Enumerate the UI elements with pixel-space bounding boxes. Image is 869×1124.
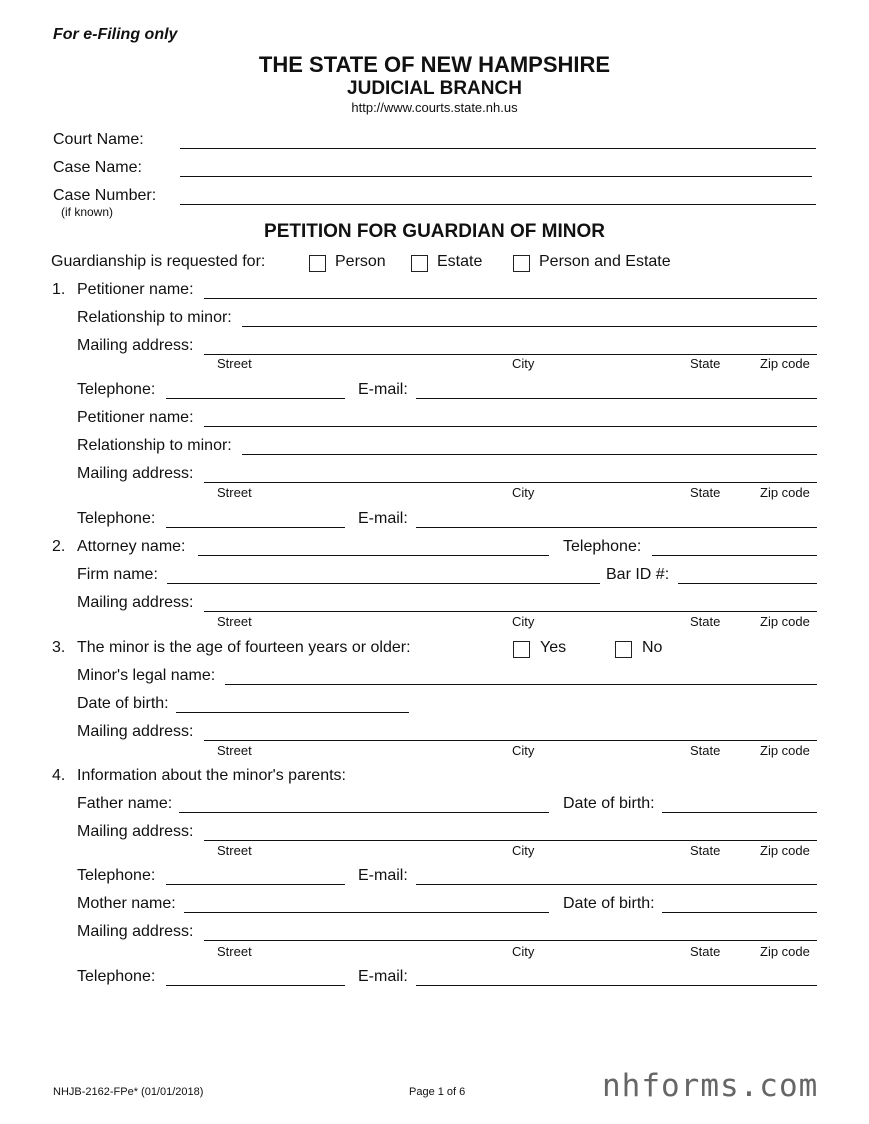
court-name-field[interactable] (180, 148, 816, 149)
petitioner1-telephone-field[interactable] (166, 398, 345, 399)
case-name-label: Case Name: (53, 159, 142, 176)
attorney-telephone-label: Telephone: (563, 538, 642, 555)
father-telephone-field[interactable] (166, 884, 345, 885)
attorney-mailing-field[interactable] (204, 611, 817, 612)
street-caption: Street (217, 485, 252, 500)
father-mailing-label: Mailing address: (77, 823, 194, 840)
zip-caption: Zip code (760, 356, 810, 371)
petitioner2-relationship-field[interactable] (242, 454, 817, 455)
father-email-field[interactable] (416, 884, 817, 885)
section-4-number: 4. (52, 767, 66, 784)
watermark-logo: nhforms.com (602, 1068, 819, 1104)
branch-title: JUDICIAL BRANCH (347, 78, 522, 99)
petitioner1-name-label: Petitioner name: (77, 281, 194, 298)
attorney-name-field[interactable] (198, 555, 549, 556)
father-email-label: E-mail: (358, 867, 408, 884)
case-number-label: Case Number: (53, 187, 157, 204)
mother-name-field[interactable] (184, 912, 549, 913)
section-2-number: 2. (52, 538, 66, 555)
father-name-label: Father name: (77, 795, 173, 812)
mother-email-field[interactable] (416, 985, 817, 986)
attorney-name-label: Attorney name: (77, 538, 186, 555)
petitioner1-name-field[interactable] (204, 298, 817, 299)
zip-caption: Zip code (760, 944, 810, 959)
bar-id-field[interactable] (678, 583, 817, 584)
section-1-number: 1. (52, 281, 66, 298)
attorney-mailing-label: Mailing address: (77, 594, 194, 611)
petitioner2-telephone-label: Telephone: (77, 510, 156, 527)
mother-telephone-label: Telephone: (77, 968, 156, 985)
petitioner2-mailing-field[interactable] (204, 482, 817, 483)
age-yes-checkbox[interactable] (513, 641, 530, 658)
firm-name-field[interactable] (167, 583, 600, 584)
person-checkbox[interactable] (309, 255, 326, 272)
petitioner1-email-label: E-mail: (358, 381, 408, 398)
petitioner1-mailing-label: Mailing address: (77, 337, 194, 354)
person-option: Person (335, 253, 386, 270)
person-and-estate-checkbox[interactable] (513, 255, 530, 272)
minor-dob-label: Date of birth: (77, 695, 169, 712)
petition-title: PETITION FOR GUARDIAN OF MINOR (264, 221, 605, 242)
petitioner2-name-label: Petitioner name: (77, 409, 194, 426)
zip-caption: Zip code (760, 843, 810, 858)
petitioner1-email-field[interactable] (416, 398, 817, 399)
form-id: NHJB-2162-FPe* (01/01/2018) (53, 1086, 204, 1098)
mother-mailing-field[interactable] (204, 940, 817, 941)
father-dob-label: Date of birth: (563, 795, 655, 812)
state-caption: State (690, 944, 721, 959)
father-name-field[interactable] (179, 812, 549, 813)
attorney-telephone-field[interactable] (652, 555, 817, 556)
city-caption: City (512, 356, 535, 371)
guardianship-label: Guardianship is requested for: (51, 253, 266, 270)
father-telephone-label: Telephone: (77, 867, 156, 884)
petitioner1-relationship-label: Relationship to minor: (77, 309, 232, 326)
city-caption: City (512, 614, 535, 629)
bar-id-label: Bar ID #: (606, 566, 670, 583)
state-caption: State (690, 356, 721, 371)
zip-caption: Zip code (760, 614, 810, 629)
city-caption: City (512, 843, 535, 858)
age-yes-option: Yes (540, 639, 567, 656)
minor-age-question: The minor is the age of fourteen years or older: (77, 639, 411, 656)
petitioner2-name-field[interactable] (204, 426, 817, 427)
age-no-option: No (642, 639, 663, 656)
mother-dob-label: Date of birth: (563, 895, 655, 912)
father-dob-field[interactable] (662, 812, 817, 813)
mother-telephone-field[interactable] (166, 985, 345, 986)
zip-caption: Zip code (760, 485, 810, 500)
age-no-checkbox[interactable] (615, 641, 632, 658)
court-url[interactable]: http://www.courts.state.nh.us (351, 100, 518, 115)
petitioner2-relationship-label: Relationship to minor: (77, 437, 232, 454)
zip-caption: Zip code (760, 743, 810, 758)
petitioner2-telephone-field[interactable] (166, 527, 345, 528)
minor-legal-name-field[interactable] (225, 684, 817, 685)
mother-mailing-label: Mailing address: (77, 923, 194, 940)
parents-info-label: Information about the minor's parents: (77, 767, 346, 784)
state-caption: State (690, 743, 721, 758)
petitioner2-mailing-label: Mailing address: (77, 465, 194, 482)
mother-dob-field[interactable] (662, 912, 817, 913)
petitioner2-email-label: E-mail: (358, 510, 408, 527)
father-mailing-field[interactable] (204, 840, 817, 841)
petitioner2-email-field[interactable] (416, 527, 817, 528)
minor-mailing-label: Mailing address: (77, 723, 194, 740)
street-caption: Street (217, 614, 252, 629)
case-name-field[interactable] (180, 176, 812, 177)
state-caption: State (690, 485, 721, 500)
petitioner1-mailing-field[interactable] (204, 354, 817, 355)
state-caption: State (690, 614, 721, 629)
efiling-note: For e-Filing only (53, 26, 178, 43)
case-number-field[interactable] (180, 204, 816, 205)
minor-dob-field[interactable] (176, 712, 409, 713)
if-known-note: (if known) (61, 205, 114, 219)
minor-mailing-field[interactable] (204, 740, 817, 741)
street-caption: Street (217, 843, 252, 858)
mother-name-label: Mother name: (77, 895, 176, 912)
state-caption: State (690, 843, 721, 858)
petitioner1-relationship-field[interactable] (242, 326, 817, 327)
petitioner1-telephone-label: Telephone: (77, 381, 156, 398)
estate-checkbox[interactable] (411, 255, 428, 272)
street-caption: Street (217, 743, 252, 758)
court-name-label: Court Name: (53, 131, 144, 148)
person-and-estate-option: Person and Estate (539, 253, 671, 270)
mother-email-label: E-mail: (358, 968, 408, 985)
street-caption: Street (217, 944, 252, 959)
city-caption: City (512, 944, 535, 959)
page-number: Page 1 of 6 (409, 1086, 466, 1098)
city-caption: City (512, 743, 535, 758)
state-title: THE STATE OF NEW HAMPSHIRE (258, 52, 611, 77)
firm-name-label: Firm name: (77, 566, 158, 583)
estate-option: Estate (437, 253, 483, 270)
minor-legal-name-label: Minor's legal name: (77, 667, 216, 684)
street-caption: Street (217, 356, 252, 371)
section-3-number: 3. (52, 639, 66, 656)
city-caption: City (512, 485, 535, 500)
